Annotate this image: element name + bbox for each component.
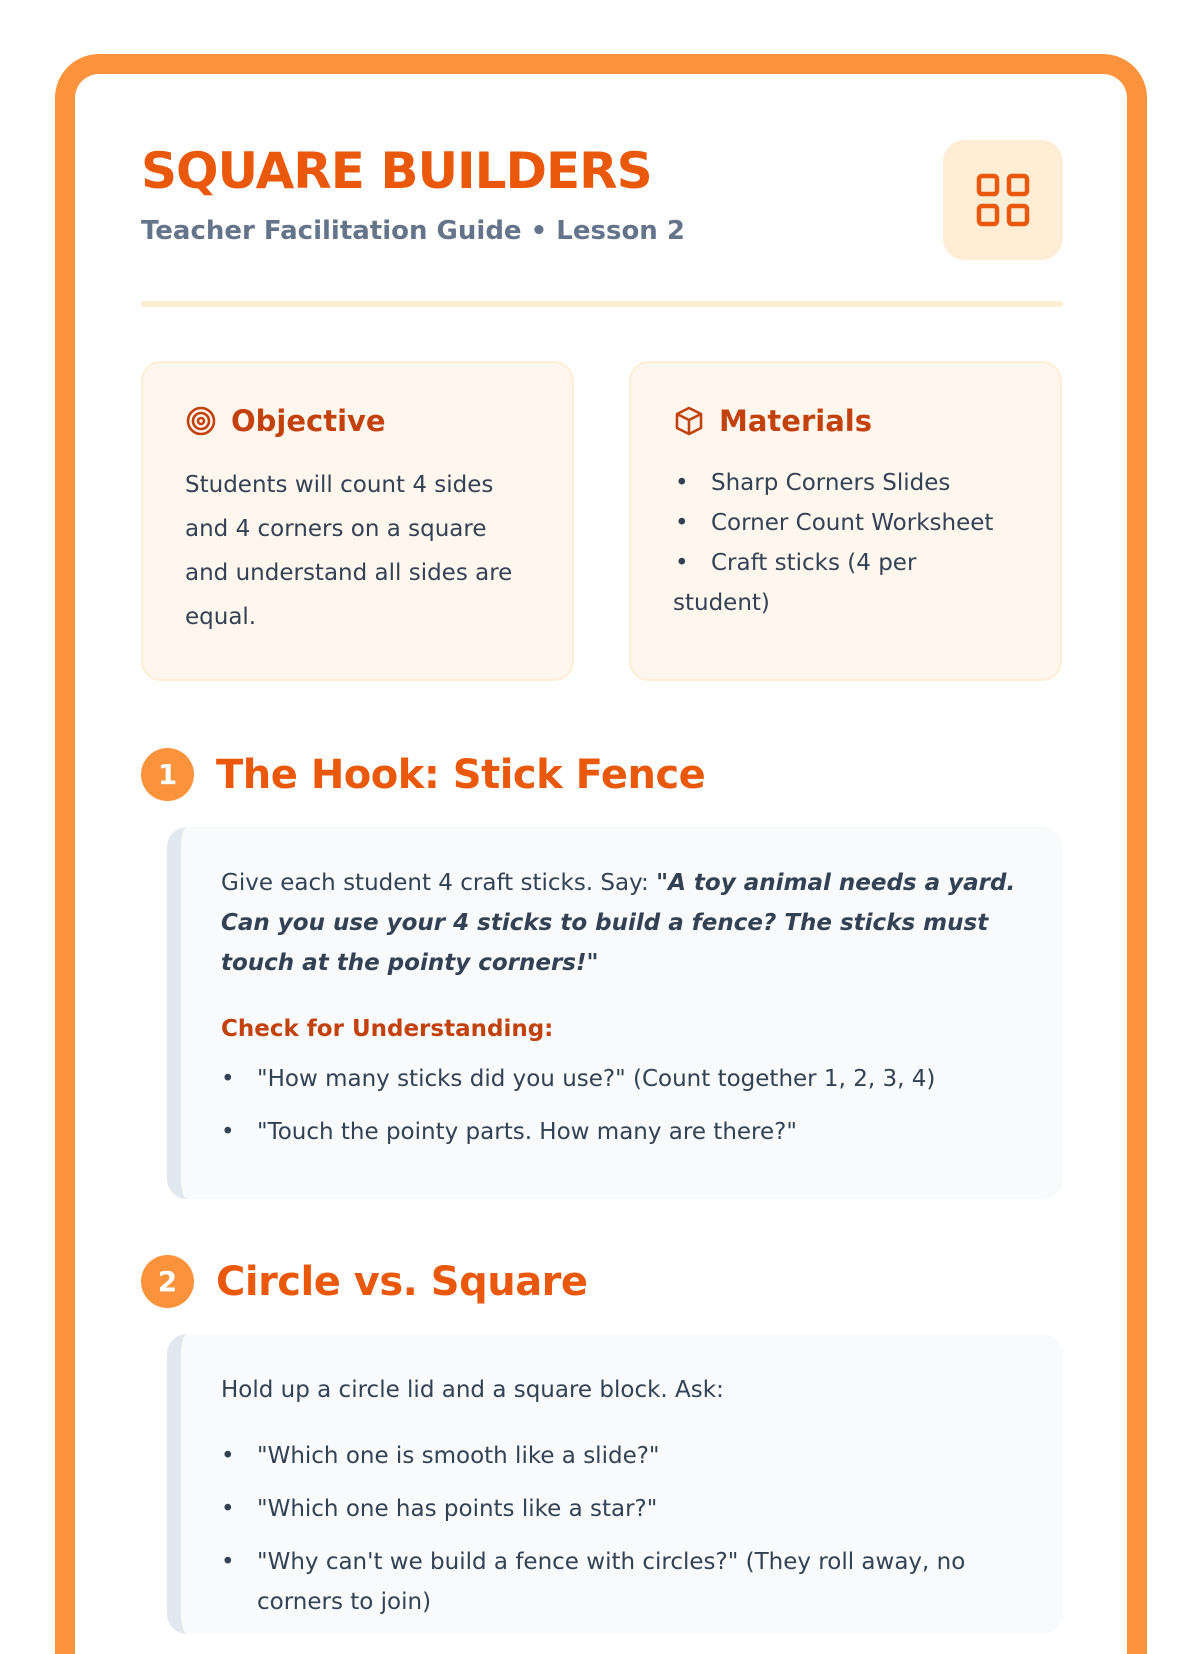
section-title: Circle vs. Square xyxy=(216,1258,588,1305)
materials-card xyxy=(629,361,1062,681)
section-1-quote: "A toy animal needs a yard. Can you use your 4 sticks to build a fence? The sticks must touch at the pointy corners!" xyxy=(221,870,1016,976)
list-item: • "Touch the pointy parts. How many are there?" xyxy=(221,1112,1023,1152)
list-item: • "Why can't we build a fence with circles?" (They roll away, no corners to join) xyxy=(221,1542,1023,1622)
box-icon xyxy=(673,405,705,437)
objective-heading-label: Objective xyxy=(231,403,386,438)
section-number: 1 xyxy=(141,748,194,801)
materials-heading xyxy=(673,405,1020,437)
target-icon xyxy=(185,405,217,437)
objective-text: Students will count 4 sides and 4 corners on a square and understand all sides are equal. xyxy=(185,472,513,630)
section-1-questions xyxy=(221,1059,1023,1152)
materials-item: • Corner Count Worksheet xyxy=(673,503,1020,543)
objective-card xyxy=(141,361,574,681)
objective-heading xyxy=(185,405,532,437)
page-subtitle: Teacher Facilitation Guide • Lesson 2 xyxy=(141,216,685,246)
materials-list xyxy=(673,463,1020,623)
section-title: The Hook: Stick Fence xyxy=(216,751,706,798)
header xyxy=(141,140,1063,260)
section-1-content xyxy=(167,827,1063,1199)
list-item: • "Which one is smooth like a slide?" xyxy=(221,1436,1023,1476)
materials-item: • Sharp Corners Slides xyxy=(673,463,1020,503)
materials-heading-label: Materials xyxy=(719,403,872,438)
section-1-instructions xyxy=(221,863,1023,983)
list-item: • "How many sticks did you use?" (Count together 1, 2, 3, 4) xyxy=(221,1059,1023,1099)
grid-icon xyxy=(975,172,1031,228)
grid-badge xyxy=(943,140,1063,260)
section-2-heading xyxy=(141,1255,588,1308)
section-2-questions xyxy=(221,1436,1023,1622)
section-2-content xyxy=(167,1334,1063,1634)
section-number: 2 xyxy=(141,1255,194,1308)
section-1-heading xyxy=(141,748,705,801)
check-for-understanding-label: Check for Understanding: xyxy=(221,1016,554,1042)
materials-item: • Craft sticks (4 per student) xyxy=(673,543,1020,623)
list-item: • "Which one has points like a star?" xyxy=(221,1489,1023,1529)
header-divider xyxy=(141,301,1063,307)
section-1-intro: Give each student 4 craft sticks. Say: xyxy=(221,870,657,896)
page-title: SQUARE BUILDERS xyxy=(141,142,652,200)
section-2-intro: Hold up a circle lid and a square block. Ask: xyxy=(221,1377,724,1403)
